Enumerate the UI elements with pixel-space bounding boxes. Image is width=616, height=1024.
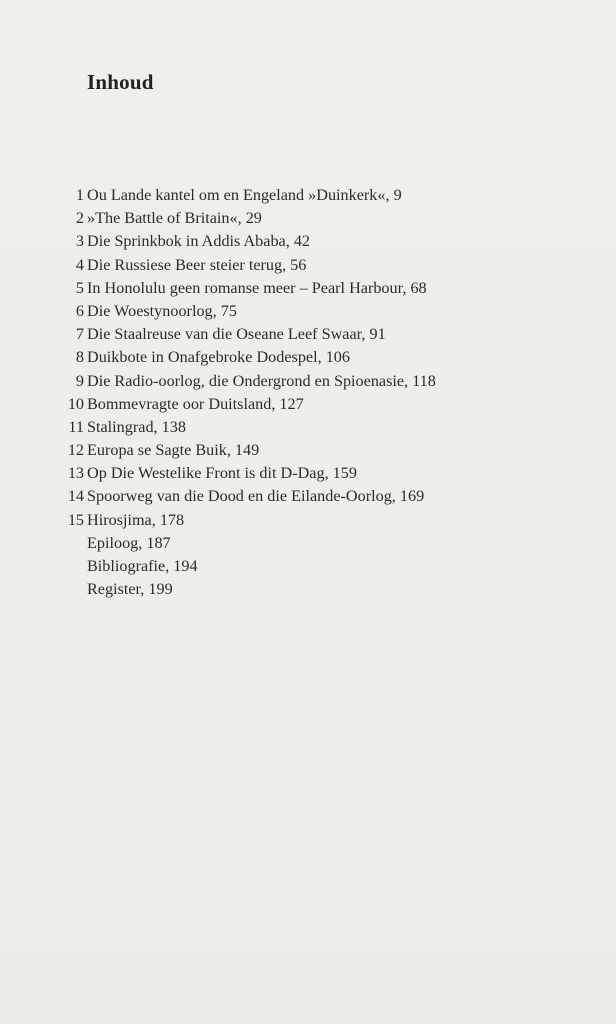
toc-entry-number: 3 bbox=[75, 232, 84, 251]
toc-entry-text: Bommevragte oor Duitsland, 127 bbox=[87, 394, 304, 413]
toc-entry-text: Die Staalreuse van die Oseane Leef Swaar, 91 bbox=[87, 325, 386, 344]
toc-entry-text: Die Radio-oorlog, die Ondergrond en Spioenasie, 118 bbox=[87, 371, 436, 390]
toc-entry-number: 8 bbox=[75, 348, 84, 367]
toc-entry-text: Op Die Westelike Front is dit D-Dag, 159 bbox=[87, 464, 357, 483]
toc-entry-number: 6 bbox=[75, 301, 84, 320]
toc-entry-number: 14 bbox=[67, 487, 84, 506]
toc-entry-number: 13 bbox=[67, 464, 84, 483]
toc-entry-text: Europa se Sagte Buik, 149 bbox=[87, 441, 260, 460]
toc-entry-text: Epiloog, 187 bbox=[87, 533, 171, 552]
toc-entry-text: Spoorweg van die Dood en die Eilande-Oorlog, 169 bbox=[87, 487, 425, 506]
toc-entry-number: 10 bbox=[67, 394, 84, 413]
toc-entry-text: Register, 199 bbox=[87, 580, 173, 599]
toc-entry-number: 15 bbox=[67, 510, 84, 529]
toc-entry-number: 11 bbox=[68, 417, 84, 436]
toc-entry-number: 7 bbox=[75, 325, 84, 344]
toc-entry-number: 5 bbox=[75, 278, 84, 297]
toc-entry-text: Die Russiese Beer steier terug, 56 bbox=[87, 255, 307, 274]
toc-entry-number: 1 bbox=[75, 186, 84, 204]
toc-entry-number: 4 bbox=[75, 255, 84, 274]
toc-entry-number: 9 bbox=[75, 371, 84, 390]
toc-entry-text: »The Battle of Britain«, 29 bbox=[87, 209, 262, 228]
toc-entry-text: In Honolulu geen romanse meer – Pearl Harbour, 68 bbox=[87, 278, 427, 297]
toc-entry-text: Die Sprinkbok in Addis Ababa, 42 bbox=[87, 232, 311, 251]
page-title: Inhoud bbox=[87, 70, 154, 94]
toc-entry-text: Stalingrad, 138 bbox=[87, 417, 186, 436]
toc-entry-text: Duikbote in Onafgebroke Dodespel, 106 bbox=[87, 348, 350, 367]
toc-entry-text: Bibliografie, 194 bbox=[87, 557, 198, 575]
toc-entry-text: Die Woestynoorlog, 75 bbox=[87, 301, 237, 320]
toc-entry-text: Ou Lande kantel om en Engeland »Duinkerk«, 9 bbox=[87, 186, 402, 204]
toc-entry-text: Hirosjima, 178 bbox=[87, 510, 185, 529]
toc-entry-number: 2 bbox=[75, 209, 84, 228]
toc-entry-number: 12 bbox=[67, 441, 84, 460]
